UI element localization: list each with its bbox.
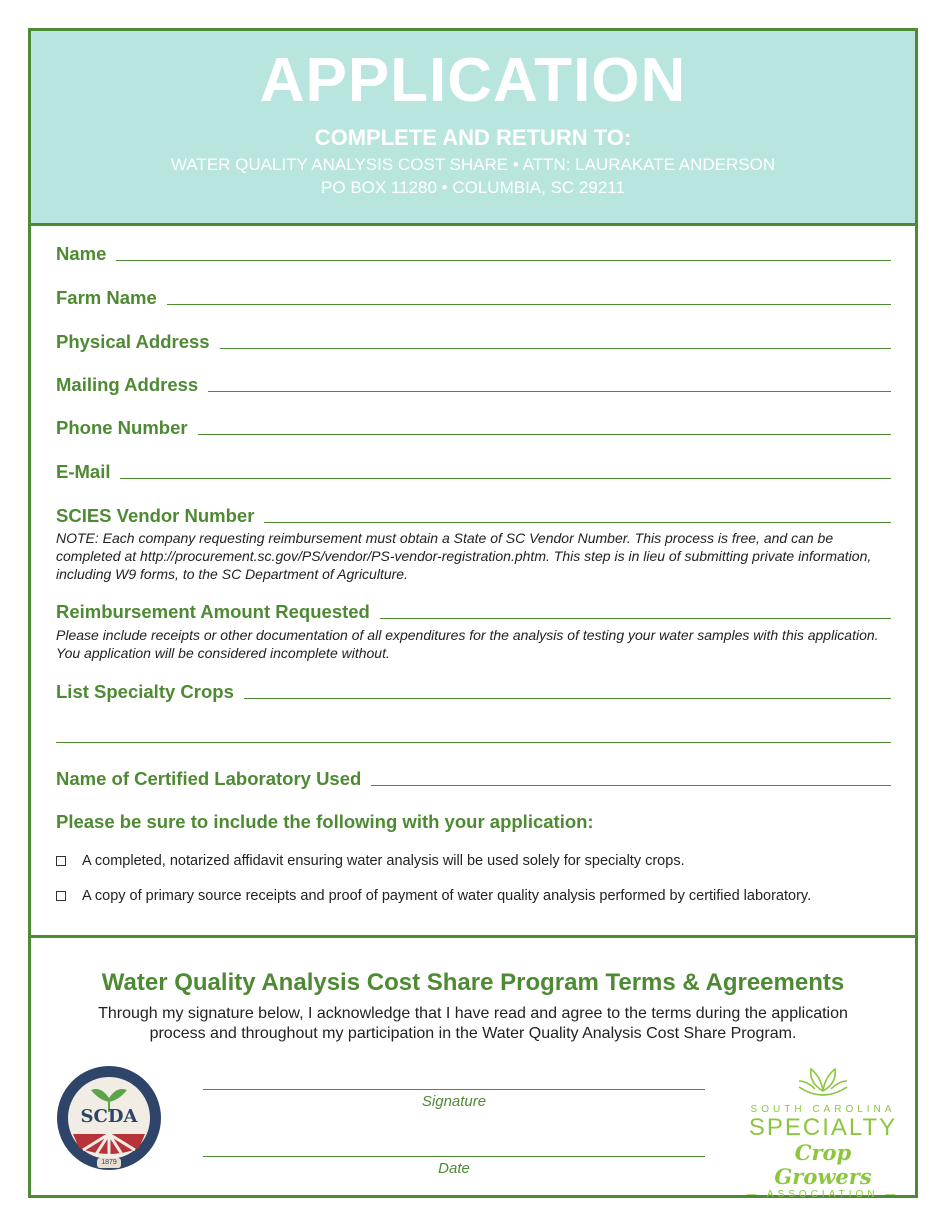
reimbursement-input-line[interactable] — [380, 617, 891, 619]
physical-address-label: Physical Address — [56, 331, 210, 352]
mailing-address-input-line[interactable] — [208, 390, 891, 392]
name-field — [56, 243, 891, 265]
phone-number-input-line[interactable] — [198, 433, 891, 435]
return-address-line1: WATER QUALITY ANALYSIS COST SHARE • ATTN: LAURAKATE ANDERSON — [170, 155, 776, 174]
return-address-line2: PO BOX 11280 • COLUMBIA, SC 29211 — [321, 178, 625, 197]
scsga-line2: SPECIALTY — [748, 1114, 898, 1141]
signature-label: Signature — [421, 1093, 487, 1110]
sprout-icon — [791, 1065, 855, 1099]
vendor-number-input-line[interactable] — [264, 521, 891, 523]
checklist-item-text: A copy of primary source receipts and proof of payment of water quality analysis performed by certified laboratory. — [82, 888, 812, 904]
specialty-crops-label: List Specialty Crops — [56, 681, 234, 702]
email-input-line[interactable] — [120, 477, 891, 479]
reimbursement-note: Please include receipts or other documentation of all expenditures for the analysis of testing your water samples with this application. You application will be considered incomplete without. — [56, 627, 879, 661]
specialty-crops-field — [56, 681, 891, 703]
header-banner — [31, 31, 915, 226]
scda-logo-year: 1879 — [101, 1159, 117, 1166]
section-divider — [31, 935, 915, 938]
checklist-item-text: A completed, notarized affidavit ensuring water analysis will be used solely for specialty crops. — [82, 853, 685, 869]
checkbox[interactable] — [56, 891, 66, 901]
scsga-line3: Crop Growers — [774, 1140, 872, 1189]
physical-address-field — [56, 331, 891, 353]
name-input-line[interactable] — [116, 259, 891, 261]
laboratory-label: Name of Certified Laboratory Used — [56, 768, 362, 789]
phone-number-label: Phone Number — [56, 417, 188, 438]
email-field — [56, 461, 891, 483]
farm-name-label: Farm Name — [56, 287, 157, 308]
laboratory-input-line[interactable] — [371, 784, 891, 786]
page-title: APPLICATION — [259, 46, 687, 115]
return-label: COMPLETE AND RETURN TO: — [314, 125, 632, 150]
scsga-line1: SOUTH CAROLINA — [750, 1104, 896, 1115]
scda-logo-text: SCDA — [80, 1106, 138, 1127]
farm-name-field — [56, 287, 891, 309]
phone-number-field — [56, 417, 891, 439]
signature-line[interactable] — [203, 1089, 705, 1090]
checkbox[interactable] — [56, 856, 66, 866]
physical-address-input-line[interactable] — [220, 347, 891, 349]
email-label: E-Mail — [56, 461, 111, 482]
checklist-item — [56, 888, 811, 904]
checklist-heading: Please be sure to include the following with your application: — [56, 811, 594, 832]
mailing-address-label: Mailing Address — [56, 374, 199, 395]
farm-name-input-line[interactable] — [167, 303, 891, 305]
laboratory-field — [56, 768, 891, 790]
checklist-item — [56, 853, 685, 869]
vendor-note: NOTE: Each company requesting reimbursement must obtain a State of SC Vendor Number. This process is free, and can be completed at http://procurement.sc.gov/PS/vendor/PS-vendor-registration.phtm. This step is in lieu of submitting private information, including W9 forms, to the SC Department of Agriculture. — [56, 530, 872, 582]
terms-title: Water Quality Analysis Cost Share Program Terms & Agreements — [101, 969, 845, 996]
specialty-crops-input-line[interactable] — [244, 697, 891, 699]
specialty-crop-growers-logo — [745, 1065, 901, 1200]
date-line[interactable] — [203, 1156, 705, 1157]
scda-seal-logo — [55, 1064, 163, 1172]
name-label: Name — [56, 243, 107, 264]
date-label: Date — [438, 1160, 470, 1177]
mailing-address-field — [56, 374, 891, 396]
specialty-crops-extra-line[interactable] — [56, 742, 891, 743]
vendor-number-label: SCIES Vendor Number — [56, 505, 255, 526]
application-form — [28, 28, 918, 1198]
scsga-line4: — ASSOCIATION — — [746, 1189, 900, 1200]
vendor-number-field — [56, 505, 891, 527]
reimbursement-field — [56, 601, 891, 623]
reimbursement-label: Reimbursement Amount Requested — [56, 601, 370, 622]
terms-body: Through my signature below, I acknowledge that I have read and agree to the terms during the application process and throughout my participation in the Water Quality Analysis Cost Share Program. — [98, 1005, 848, 1042]
